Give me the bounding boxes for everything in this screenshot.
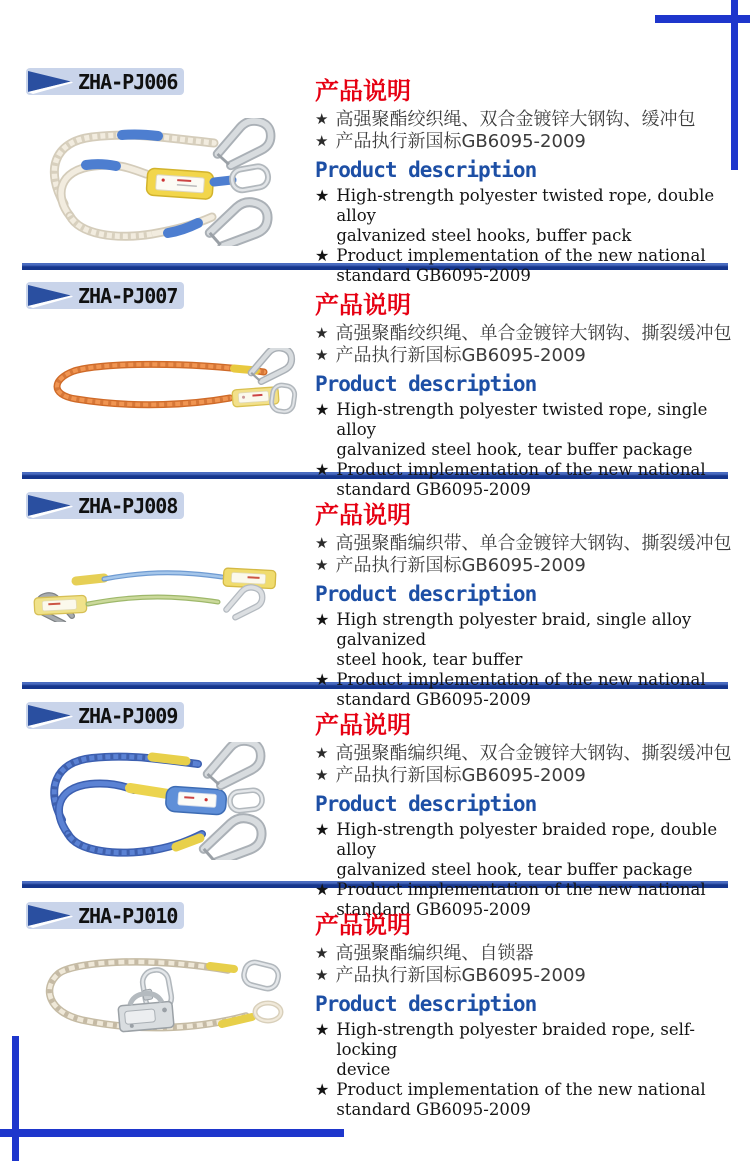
- en-bullet-text: High-strength polyester braided rope, self-locking device: [336, 1020, 696, 1079]
- product-code-label: [26, 492, 184, 519]
- star-bullet-icon: ★: [315, 1080, 330, 1099]
- en-heading: Product description: [315, 992, 537, 1016]
- en-bullet: [315, 1020, 735, 1080]
- cn-bullet-text: 高强聚酯编织带、单合金镀锌大钢钩、撕裂缓冲包: [335, 533, 732, 554]
- en-bullet: [315, 186, 735, 246]
- cn-bullet: [315, 555, 735, 577]
- product-text-block: [315, 492, 735, 710]
- product-photo-lanyard: [30, 118, 310, 246]
- product-photo-lanyard: [24, 550, 304, 622]
- cn-bullet-text: 高强聚酯绞织绳、单合金镀锌大钢钩、撕裂缓冲包: [335, 323, 732, 344]
- en-bullet: [315, 610, 735, 670]
- star-bullet-icon: ★: [315, 246, 330, 265]
- cn-bullet: [315, 323, 735, 345]
- cn-bullet: [315, 765, 735, 787]
- arrow-right-icon: [26, 492, 74, 519]
- en-bullet-text: High-strength polyester braided rope, double alloy galvanized steel hook, tear buffer package: [336, 820, 718, 879]
- cn-bullet-text: 高强聚酯编织绳、自锁器: [335, 943, 534, 964]
- en-bullet-text: Product implementation of the new national standard GB6095-2009: [336, 246, 706, 285]
- cn-bullet: [315, 965, 735, 987]
- star-bullet-icon: ★: [315, 820, 330, 839]
- cn-bullet-text: 产品执行新国标GB6095-2009: [335, 554, 586, 576]
- en-bullet-text: High strength polyester braid, single alloy galvanized steel hook, tear buffer: [336, 610, 692, 669]
- star-bullet-icon: ★: [315, 555, 329, 574]
- product-text-block: [315, 702, 735, 920]
- product-section-zha-pj008: [0, 492, 750, 709]
- arrow-right-icon: [26, 282, 74, 309]
- product-code: ZHA-PJ010: [78, 904, 178, 928]
- en-bullet: [315, 400, 735, 460]
- arrow-right-icon: [26, 702, 74, 729]
- star-bullet-icon: ★: [315, 944, 329, 962]
- star-bullet-icon: ★: [315, 534, 329, 552]
- arrow-right-icon: [26, 68, 74, 95]
- product-code: ZHA-PJ009: [78, 704, 178, 728]
- star-bullet-icon: ★: [315, 880, 330, 899]
- product-text-block: [315, 902, 735, 1120]
- top-right-cross-horizontal-bar: [655, 15, 750, 23]
- en-bullet-text: Product implementation of the new national standard GB6095-2009: [336, 880, 706, 919]
- product-photo-lanyard: [28, 348, 300, 426]
- cn-bullet-text: 产品执行新国标GB6095-2009: [335, 764, 586, 786]
- star-bullet-icon: ★: [315, 460, 330, 479]
- product-code-label: [26, 902, 184, 929]
- product-code: ZHA-PJ007: [78, 284, 178, 308]
- cn-bullet-text: 产品执行新国标GB6095-2009: [335, 344, 586, 366]
- en-bullet: [315, 1080, 735, 1120]
- cn-bullet-text: 产品执行新国标GB6095-2009: [335, 964, 586, 986]
- cn-bullet-text: 高强聚酯绞织绳、双合金镀锌大钢钩、缓冲包: [335, 109, 696, 130]
- cn-bullet: [315, 943, 735, 965]
- star-bullet-icon: ★: [315, 1020, 330, 1039]
- en-heading: Product description: [315, 582, 537, 606]
- product-text-block: [315, 68, 735, 286]
- product-code-label: [26, 282, 184, 309]
- cn-bullet: [315, 533, 735, 555]
- star-bullet-icon: ★: [315, 670, 330, 689]
- en-heading: Product description: [315, 792, 537, 816]
- en-bullet-text: High-strength polyester twisted rope, double alloy galvanized steel hooks, buffer pack: [336, 186, 715, 245]
- cn-bullet: [315, 109, 735, 131]
- star-bullet-icon: ★: [315, 131, 329, 150]
- star-bullet-icon: ★: [315, 965, 329, 984]
- product-text-block: [315, 282, 735, 500]
- star-bullet-icon: ★: [315, 324, 329, 342]
- cn-heading: 产品说明: [315, 711, 411, 739]
- cn-bullet: [315, 743, 735, 765]
- en-bullet-text: High-strength polyester twisted rope, single alloy galvanized steel hook, tear buffer package: [336, 400, 708, 459]
- cn-heading: 产品说明: [315, 77, 411, 105]
- product-code: ZHA-PJ006: [78, 70, 178, 94]
- en-heading: Product description: [315, 372, 537, 396]
- product-code: ZHA-PJ008: [78, 494, 178, 518]
- bottom-left-cross-horizontal-bar: [0, 1129, 344, 1137]
- cn-bullet-text: 高强聚酯编织绳、双合金镀锌大钢钩、撕裂缓冲包: [335, 743, 732, 764]
- product-code-label: [26, 68, 184, 95]
- en-bullet-text: Product implementation of the new national standard GB6095-2009: [336, 670, 706, 709]
- en-bullet: [315, 820, 735, 880]
- star-bullet-icon: ★: [315, 110, 329, 128]
- star-bullet-icon: ★: [315, 345, 329, 364]
- star-bullet-icon: ★: [315, 765, 329, 784]
- en-bullet-text: Product implementation of the new national standard GB6095-2009: [336, 460, 706, 499]
- cn-heading: 产品说明: [315, 911, 411, 939]
- en-bullet: [315, 246, 735, 286]
- arrow-right-icon: [26, 902, 74, 929]
- en-bullet-text: Product implementation of the new national standard GB6095-2009: [336, 1080, 706, 1119]
- product-section-zha-pj010: [0, 902, 750, 1119]
- star-bullet-icon: ★: [315, 186, 330, 205]
- product-photo-lanyard: [30, 742, 302, 860]
- cn-heading: 产品说明: [315, 501, 411, 529]
- cn-heading: 产品说明: [315, 291, 411, 319]
- cn-bullet: [315, 131, 735, 153]
- product-photo-lanyard: [24, 950, 304, 1046]
- product-section-zha-pj006: [0, 68, 750, 285]
- product-code-label: [26, 702, 184, 729]
- product-section-zha-pj007: [0, 282, 750, 499]
- star-bullet-icon: ★: [315, 610, 330, 629]
- cn-bullet-text: 产品执行新国标GB6095-2009: [335, 130, 586, 152]
- en-heading: Product description: [315, 158, 537, 182]
- cn-bullet: [315, 345, 735, 367]
- star-bullet-icon: ★: [315, 400, 330, 419]
- star-bullet-icon: ★: [315, 744, 329, 762]
